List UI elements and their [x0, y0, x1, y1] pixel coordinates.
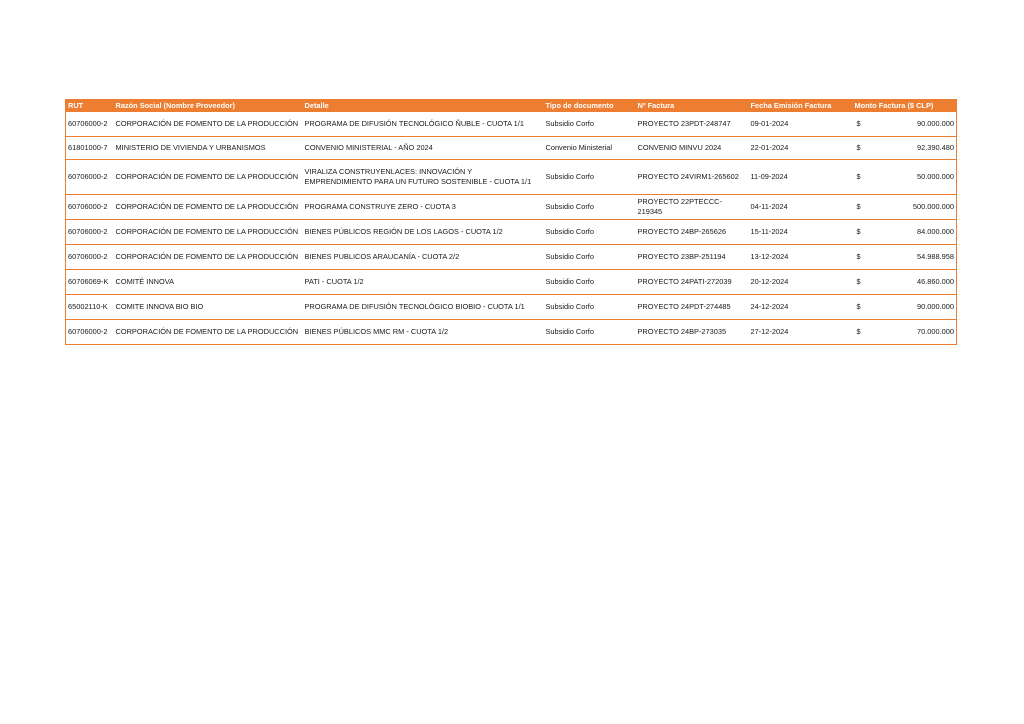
monto-value: 90.000.000	[917, 119, 954, 129]
cell-tipo-documento: Convenio Ministerial	[544, 137, 636, 160]
header-razon-social: Razón Social (Nombre Proveedor)	[114, 100, 303, 113]
table-header	[66, 100, 957, 113]
cell-razon-social: CORPORACIÓN DE FOMENTO DE LA PRODUCCIÓN	[114, 245, 303, 270]
currency-symbol: $	[856, 302, 861, 312]
cell-razon-social: COMITE INNOVA BIO BIO	[114, 295, 303, 320]
cell-numero-factura: PROYECTO 24PDT-274485	[636, 295, 749, 320]
header-tipo-documento: Tipo de documento	[544, 100, 636, 113]
cell-rut: 61801000-7	[66, 137, 114, 160]
header-detalle: Detalle	[303, 100, 544, 113]
cell-fecha-emision: 13-12-2024	[749, 245, 853, 270]
cell-numero-factura: PROYECTO 24BP-273035	[636, 320, 749, 345]
cell-monto	[853, 320, 957, 345]
cell-numero-factura: PROYECTO 24PATI-272039	[636, 270, 749, 295]
header-monto-factura: Monto Factura ($ CLP)	[853, 100, 957, 113]
cell-monto	[853, 137, 957, 160]
cell-fecha-emision: 24-12-2024	[749, 295, 853, 320]
cell-detalle: PATI - CUOTA 1/2	[303, 270, 544, 295]
monto-value: 70.000.000	[917, 327, 954, 337]
cell-razon-social: COMITÉ INNOVA	[114, 270, 303, 295]
cell-detalle: PROGRAMA DE DIFUSIÓN TECNOLÓGICO BIOBIO - CUOTA 1/1	[303, 295, 544, 320]
cell-razon-social: CORPORACIÓN DE FOMENTO DE LA PRODUCCIÓN	[114, 320, 303, 345]
cell-fecha-emision: 04-11-2024	[749, 195, 853, 220]
cell-tipo-documento: Subsidio Corfo	[544, 320, 636, 345]
cell-tipo-documento: Subsidio Corfo	[544, 160, 636, 195]
cell-rut: 60706000-2	[66, 320, 114, 345]
cell-tipo-documento: Subsidio Corfo	[544, 270, 636, 295]
table-row	[66, 112, 957, 137]
table-row	[66, 295, 957, 320]
header-rut: RUT	[66, 100, 114, 113]
monto-value: 90.000.000	[917, 302, 954, 312]
cell-monto	[853, 295, 957, 320]
cell-monto	[853, 270, 957, 295]
table-row	[66, 137, 957, 160]
currency-symbol: $	[856, 119, 861, 129]
cell-rut: 60706000-2	[66, 112, 114, 137]
cell-tipo-documento: Subsidio Corfo	[544, 245, 636, 270]
header-row	[66, 100, 957, 113]
table-row	[66, 160, 957, 195]
monto-value: 46.860.000	[917, 277, 954, 287]
monto-value: 500.000.000	[912, 202, 954, 212]
cell-detalle: PROGRAMA CONSTRUYE ZERO - CUOTA 3	[303, 195, 544, 220]
cell-numero-factura: PROYECTO 23BP-251194	[636, 245, 749, 270]
cell-numero-factura: PROYECTO 24BP-265626	[636, 220, 749, 245]
cell-rut: 60706000-2	[66, 245, 114, 270]
cell-detalle: BIENES PÚBLICOS MMC RM - CUOTA 1/2	[303, 320, 544, 345]
monto-value: 92.390.480	[917, 143, 954, 153]
table-row	[66, 220, 957, 245]
cell-tipo-documento: Subsidio Corfo	[544, 195, 636, 220]
cell-detalle: BIENES PÚBLICOS REGIÓN DE LOS LAGOS - CUOTA 1/2	[303, 220, 544, 245]
cell-monto	[853, 112, 957, 137]
cell-rut: 60706000-2	[66, 220, 114, 245]
cell-fecha-emision: 15-11-2024	[749, 220, 853, 245]
cell-numero-factura: PROYECTO 22PTECCC-219345	[636, 195, 749, 220]
cell-tipo-documento: Subsidio Corfo	[544, 112, 636, 137]
cell-monto	[853, 195, 957, 220]
monto-value: 54.988.958	[917, 252, 954, 262]
cell-detalle: BIENES PUBLICOS ARAUCANÍA - CUOTA 2/2	[303, 245, 544, 270]
currency-symbol: $	[856, 277, 861, 287]
cell-rut: 65002110-K	[66, 295, 114, 320]
cell-detalle: CONVENIO MINISTERIAL - AÑO 2024	[303, 137, 544, 160]
cell-razon-social: CORPORACIÓN DE FOMENTO DE LA PRODUCCIÓN	[114, 112, 303, 137]
cell-fecha-emision: 22-01-2024	[749, 137, 853, 160]
table-body	[66, 112, 957, 345]
table-row	[66, 320, 957, 345]
table-row	[66, 245, 957, 270]
cell-rut: 60706069-K	[66, 270, 114, 295]
invoice-table	[65, 99, 957, 345]
cell-razon-social: MINISTERIO DE VIVIENDA Y URBANISMOS	[114, 137, 303, 160]
currency-symbol: $	[856, 172, 861, 182]
cell-monto	[853, 220, 957, 245]
cell-monto	[853, 160, 957, 195]
currency-symbol: $	[856, 252, 861, 262]
table-row	[66, 195, 957, 220]
header-fecha-emision: Fecha Emisión Factura	[749, 100, 853, 113]
monto-value: 84.000.000	[917, 227, 954, 237]
cell-monto	[853, 245, 957, 270]
cell-numero-factura: PROYECTO 24VIRM1-265602	[636, 160, 749, 195]
invoice-sheet	[65, 99, 956, 345]
cell-rut: 60706000-2	[66, 195, 114, 220]
currency-symbol: $	[856, 227, 861, 237]
currency-symbol: $	[856, 202, 861, 212]
currency-symbol: $	[856, 327, 861, 337]
table-row	[66, 270, 957, 295]
currency-symbol: $	[856, 143, 861, 153]
cell-razon-social: CORPORACIÓN DE FOMENTO DE LA PRODUCCIÓN	[114, 195, 303, 220]
cell-numero-factura: CONVENIO MINVU 2024	[636, 137, 749, 160]
cell-fecha-emision: 11-09-2024	[749, 160, 853, 195]
cell-tipo-documento: Subsidio Corfo	[544, 220, 636, 245]
cell-detalle: VIRALIZA CONSTRUYENLACES: INNOVACIÓN Y EMPRENDIMIENTO PARA UN FUTURO SOSTENIBLE - CUOTA 1/1	[303, 160, 544, 195]
cell-numero-factura: PROYECTO 23PDT-248747	[636, 112, 749, 137]
cell-razon-social: CORPORACIÓN DE FOMENTO DE LA PRODUCCIÓN	[114, 220, 303, 245]
cell-detalle: PROGRAMA DE DIFUSIÓN TECNOLÓGICO ÑUBLE - CUOTA 1/1	[303, 112, 544, 137]
cell-fecha-emision: 27-12-2024	[749, 320, 853, 345]
cell-rut: 60706000-2	[66, 160, 114, 195]
cell-tipo-documento: Subsidio Corfo	[544, 295, 636, 320]
cell-fecha-emision: 20-12-2024	[749, 270, 853, 295]
cell-razon-social: CORPORACIÓN DE FOMENTO DE LA PRODUCCIÓN	[114, 160, 303, 195]
monto-value: 50.000.000	[917, 172, 954, 182]
cell-fecha-emision: 09-01-2024	[749, 112, 853, 137]
header-numero-factura: Nº Factura	[636, 100, 749, 113]
